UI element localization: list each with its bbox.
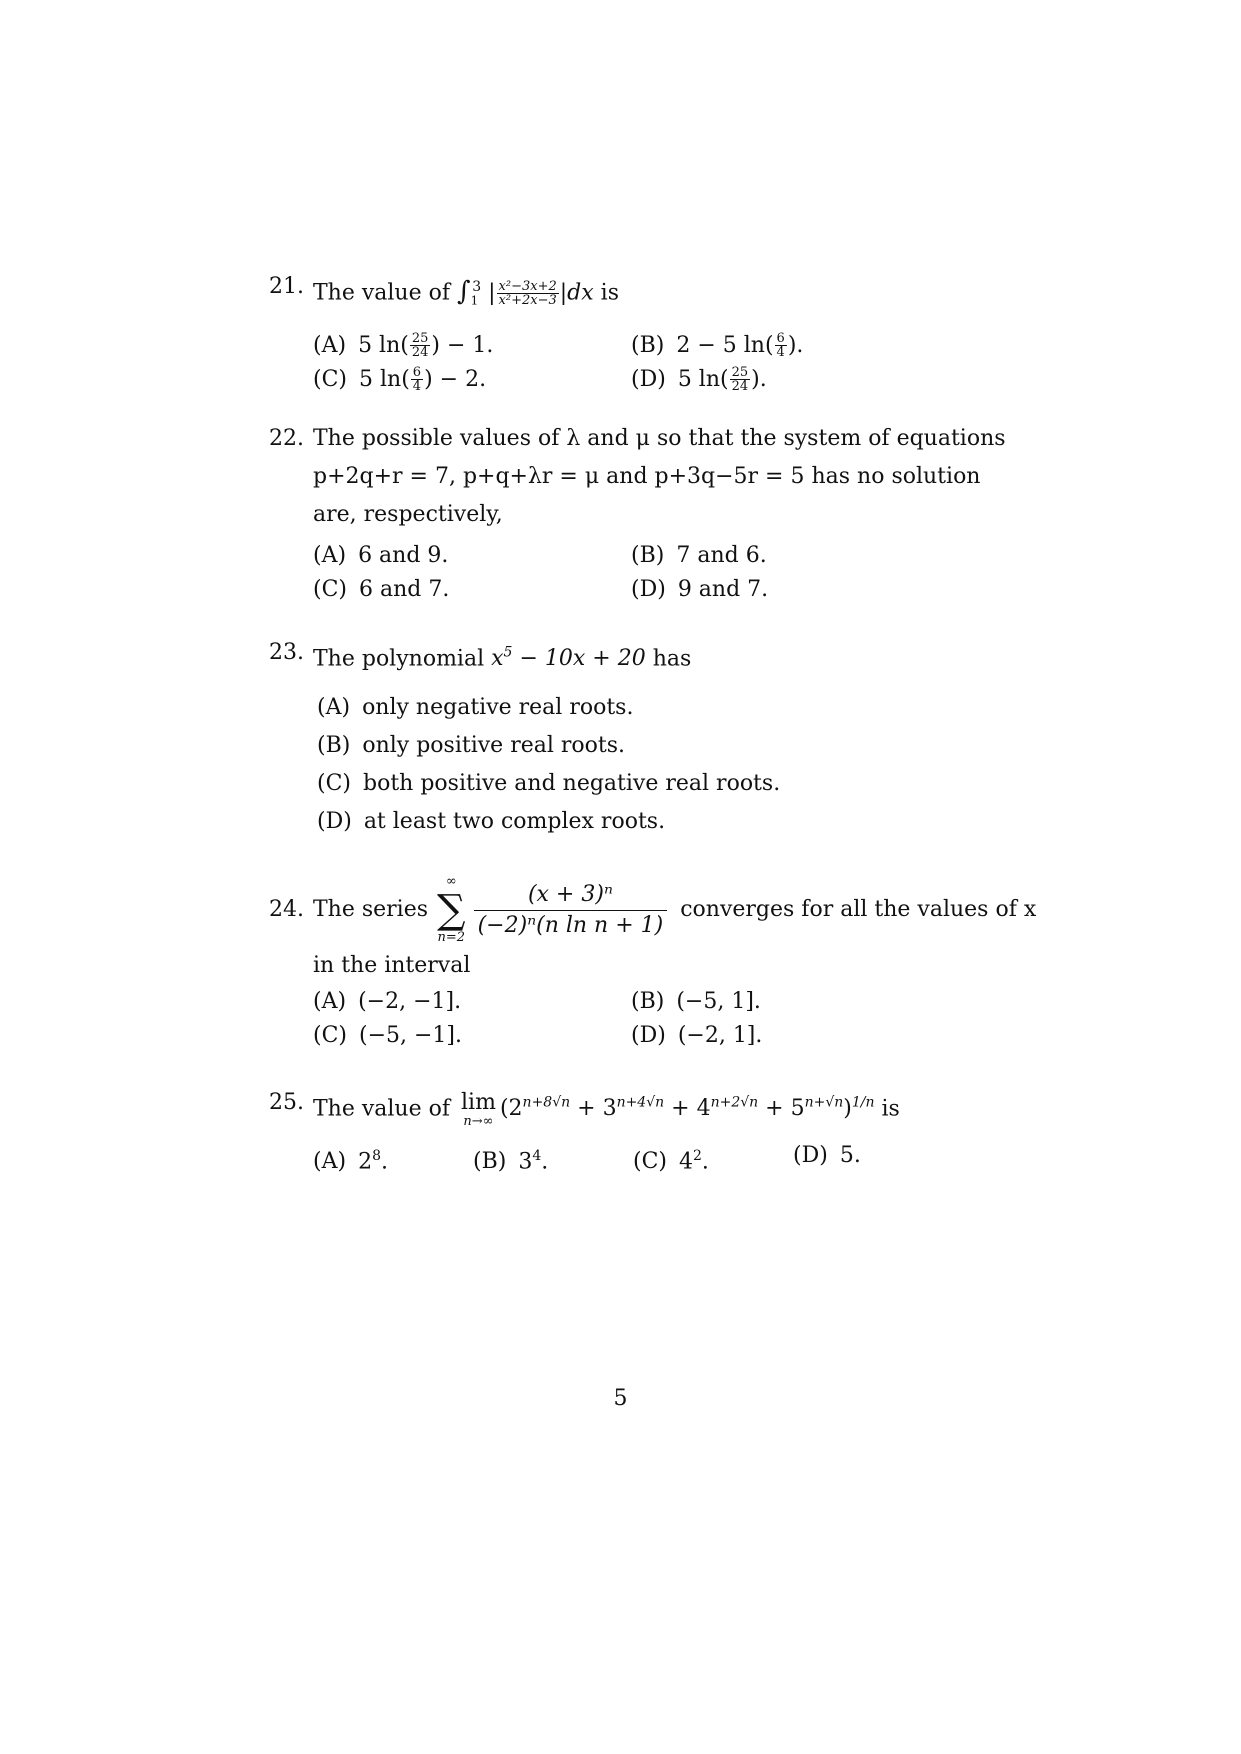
- option-label: (A): [313, 1149, 347, 1175]
- integrand-fraction: [497, 280, 559, 307]
- option-suffix: .: [541, 1149, 549, 1175]
- integrand-denominator: x²+2x−3: [498, 292, 557, 308]
- limit-expression: $(2^{n+8√n} + 3^{n+4√n} + 4^{n+2√n} + 5^{n+√n})^{1/n}$: [499, 1095, 875, 1122]
- term-base: 3: [602, 1096, 617, 1122]
- option-label: (C): [313, 1023, 347, 1048]
- option-text: 6 and 9.: [358, 543, 449, 568]
- question-number: 21.: [269, 274, 304, 299]
- option-label: (C): [313, 577, 347, 602]
- option-d[interactable]: [631, 1018, 762, 1054]
- option-text: both positive and negative real roots.: [363, 771, 781, 797]
- stem-suffix: has: [652, 646, 692, 672]
- term-exponent: n+2√n: [710, 1095, 759, 1111]
- options: [313, 534, 1009, 610]
- limit-under: n→∞: [463, 1114, 494, 1129]
- option-label: (A): [313, 332, 347, 358]
- stem-prefix: The value of: [313, 280, 451, 306]
- option-suffix: .: [380, 1149, 388, 1175]
- question-stem: [269, 268, 1009, 320]
- option-suffix: ) − 2.: [424, 366, 487, 392]
- integral-sign: ∫: [457, 276, 471, 307]
- option-text: (−2, 1].: [677, 1023, 763, 1048]
- question-stem: [269, 634, 1009, 678]
- option-label: (B): [631, 332, 665, 358]
- option-suffix: .: [701, 1149, 709, 1175]
- differential: dx: [567, 280, 594, 306]
- stem-line-2: p+2q+r = 7, p+q+λr = μ and p+3q−5r = 5 has no solution: [313, 464, 981, 489]
- stem-suffix: converges for all the values of x: [680, 897, 1037, 922]
- option-label: (B): [631, 989, 665, 1014]
- option-base: 2: [358, 1149, 373, 1175]
- option-label: (C): [633, 1149, 667, 1175]
- option-label: (B): [631, 543, 665, 568]
- option-prefix: 5 ln(: [677, 366, 729, 392]
- integrand-numerator: x²−3x+2: [498, 278, 557, 294]
- option-b[interactable]: [631, 984, 761, 1020]
- option-label: (D): [631, 366, 666, 392]
- option-text: 7 and 6.: [676, 543, 767, 568]
- option-b[interactable]: [631, 328, 803, 364]
- option-c[interactable]: [317, 766, 780, 802]
- fraction-denominator: 24: [731, 379, 749, 395]
- option-b[interactable]: [473, 1138, 548, 1180]
- option-base: 5: [839, 1143, 854, 1168]
- stem-line-1: The possible values of λ and μ so that the system of equations: [313, 426, 1006, 451]
- option-text: 9 and 7.: [677, 577, 769, 602]
- abs-bar-right: |: [559, 280, 568, 306]
- option-text: only positive real roots.: [362, 733, 626, 759]
- option-d[interactable]: [793, 1138, 861, 1174]
- sum-lower: n=2: [437, 930, 466, 945]
- sum-symbol: ∑: [437, 887, 466, 933]
- option-label: (D): [631, 1023, 666, 1048]
- option-base: 3: [518, 1149, 533, 1175]
- question-stem: [269, 420, 1009, 458]
- option-a[interactable]: [317, 690, 633, 726]
- option-text: only negative real roots.: [362, 695, 634, 721]
- page-number: 5: [613, 1386, 628, 1411]
- fraction-numerator: 25: [731, 365, 749, 381]
- poly-rest: − 10x + 20: [512, 646, 646, 672]
- option-label: (B): [473, 1149, 507, 1175]
- stem-suffix: is: [881, 1096, 900, 1122]
- option-suffix: ).: [751, 366, 767, 392]
- options: [313, 320, 1009, 400]
- stem-line-2: in the interval: [313, 953, 471, 978]
- question-number: 25.: [269, 1090, 304, 1115]
- question-23: [269, 634, 1009, 848]
- term-exponent: n+4√n: [616, 1095, 665, 1111]
- term-base: 5: [790, 1096, 805, 1122]
- polynomial: [491, 646, 646, 671]
- fraction-numerator: 6: [412, 365, 422, 381]
- question-number: 23.: [269, 640, 304, 665]
- series-term: [474, 880, 668, 941]
- fraction-numerator: 25: [411, 331, 429, 347]
- option-exponent: 2: [693, 1148, 702, 1164]
- term-exponent: n+√n: [804, 1095, 844, 1111]
- option-a[interactable]: [313, 538, 448, 574]
- options: [313, 1128, 1009, 1178]
- question-stem: [269, 1084, 1009, 1128]
- limit-word: lim: [461, 1090, 496, 1115]
- abs-bar-left: |: [488, 280, 496, 306]
- outer-exponent: 1/n: [851, 1095, 875, 1111]
- options: [313, 982, 1009, 1058]
- question-stem: [269, 870, 1037, 950]
- option-exponent: 8: [372, 1148, 381, 1164]
- sum-upper: ∞: [445, 874, 457, 889]
- option-suffix: ).: [787, 332, 804, 358]
- option-label: (D): [793, 1143, 828, 1168]
- option-base: 4: [679, 1149, 693, 1175]
- option-a[interactable]: [313, 1138, 388, 1180]
- option-fraction: [775, 332, 787, 359]
- option-c[interactable]: [313, 1018, 462, 1054]
- option-text: (−2, −1].: [358, 989, 462, 1014]
- fraction-denominator: 4: [412, 379, 422, 395]
- stem-suffix: is: [600, 280, 619, 306]
- stem-prefix: The value of: [313, 1096, 451, 1122]
- stem-prefix: The series: [313, 897, 429, 922]
- summation: [437, 875, 466, 945]
- option-c[interactable]: [313, 572, 449, 608]
- option-text: (−5, 1].: [676, 989, 761, 1014]
- fraction-denominator: 4: [776, 345, 785, 361]
- option-label: (B): [317, 733, 351, 759]
- integral-lower: 1: [470, 293, 479, 308]
- option-text: at least two complex roots.: [363, 809, 666, 835]
- option-d[interactable]: [631, 572, 768, 608]
- option-prefix: 2 − 5 ln(: [676, 332, 774, 358]
- option-a[interactable]: [313, 328, 493, 364]
- option-fraction: [411, 366, 423, 393]
- option-exponent: 4: [532, 1148, 542, 1164]
- option-fraction: [410, 332, 431, 359]
- option-fraction: [730, 366, 751, 393]
- option-label: (D): [317, 809, 352, 835]
- option-label: (D): [631, 577, 666, 602]
- question-number: 22.: [269, 426, 304, 451]
- poly-base: x: [491, 646, 504, 672]
- stem-prefix: The polynomial: [313, 646, 485, 672]
- option-c[interactable]: [313, 362, 486, 398]
- option-suffix: ) − 1.: [431, 332, 494, 358]
- term-exponent: n+8√n: [522, 1095, 571, 1111]
- options: [317, 678, 1009, 848]
- option-text: (−5, −1].: [359, 1023, 463, 1048]
- fraction-denominator: 24: [411, 345, 429, 361]
- option-text: 6 and 7.: [359, 577, 450, 602]
- stem-line-3: are, respectively,: [313, 502, 503, 527]
- option-suffix: .: [853, 1143, 861, 1168]
- term-denominator: (−2)ⁿ(n ln n + 1): [477, 912, 664, 938]
- poly-exponent: 5: [503, 645, 513, 661]
- option-d[interactable]: [631, 362, 767, 398]
- question-24: [269, 870, 1037, 1058]
- option-b[interactable]: [631, 538, 767, 574]
- question-22: [269, 420, 1009, 610]
- option-prefix: 5 ln(: [359, 366, 410, 392]
- option-label: (A): [317, 695, 351, 721]
- term-base: 4: [696, 1096, 711, 1122]
- option-d[interactable]: [317, 804, 665, 840]
- option-c[interactable]: [633, 1138, 709, 1180]
- term-base: 2: [508, 1096, 523, 1122]
- integral-upper: 3: [472, 279, 482, 295]
- option-label: (A): [313, 543, 347, 568]
- option-label: (C): [317, 771, 351, 797]
- term-numerator: (x + 3)ⁿ: [474, 880, 668, 911]
- limit-operator: [461, 1092, 496, 1130]
- option-b[interactable]: [317, 728, 625, 764]
- fraction-numerator: 6: [776, 331, 785, 347]
- question-number: 24.: [269, 897, 304, 922]
- option-label: (C): [313, 366, 347, 392]
- option-a[interactable]: [313, 984, 461, 1020]
- option-prefix: 5 ln(: [358, 332, 409, 358]
- option-label: (A): [313, 989, 347, 1014]
- question-25: [269, 1084, 1009, 1178]
- question-21: [269, 268, 1009, 400]
